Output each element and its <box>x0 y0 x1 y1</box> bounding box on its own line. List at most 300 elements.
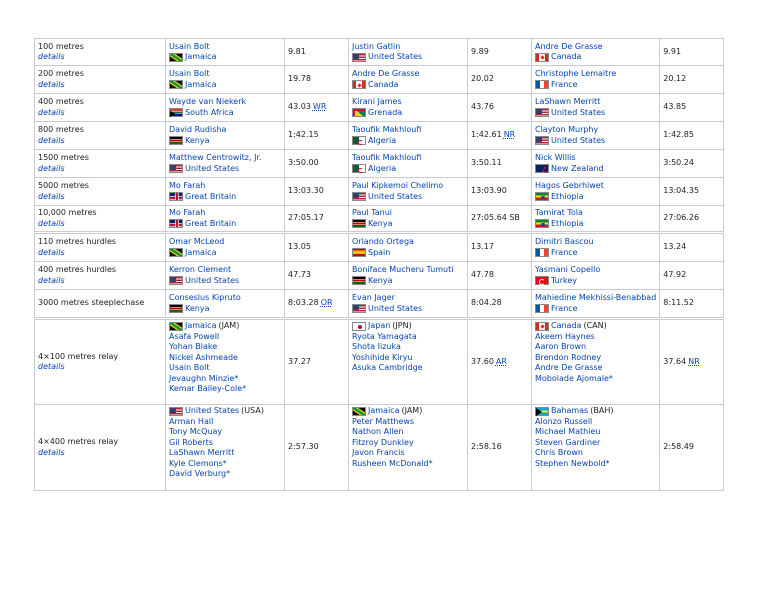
country-link[interactable]: New Zealand <box>551 163 604 173</box>
relay-member[interactable]: Akeem Haynes <box>535 331 595 341</box>
gold-athlete-cell <box>166 262 285 290</box>
turkey-flag-icon <box>535 276 549 285</box>
country-link[interactable]: Ethiopia <box>551 218 584 228</box>
athlete-name[interactable]: Dimitri Bascou <box>535 237 594 246</box>
athlete-name[interactable]: Hagos Gebrhiwet <box>535 181 604 190</box>
team-code: (BAH) <box>590 406 614 415</box>
bronze-athlete-cell <box>532 262 660 290</box>
usa-flag-icon <box>535 108 549 117</box>
ethiopia-flag-icon <box>535 192 549 201</box>
great-britain-flag-icon <box>169 192 183 201</box>
athlete-name[interactable]: Conseslus Kipruto <box>169 293 241 302</box>
usa-flag-icon <box>169 407 183 416</box>
athlete-name[interactable]: Boniface Mucheru Tumuti <box>352 265 454 274</box>
details-link[interactable]: details <box>38 447 65 457</box>
time-cell <box>468 233 532 262</box>
athlete-name[interactable]: Matthew Centrowitz, Jr. <box>169 153 262 162</box>
relay-member[interactable]: Asafa Powell <box>169 331 220 341</box>
bronze-athlete-cell <box>532 94 660 122</box>
time-cell <box>285 122 349 150</box>
athlete-name[interactable]: Paul Kipkemoi Chelimo <box>352 181 444 190</box>
relay-member[interactable]: David Verburg* <box>169 469 231 478</box>
nation <box>169 248 281 259</box>
time-cell <box>285 150 349 178</box>
details-link[interactable]: details <box>38 247 65 257</box>
details-link[interactable]: details <box>38 52 65 61</box>
country-link[interactable]: Turkey <box>551 275 578 285</box>
time-cell <box>660 290 724 319</box>
result-time: 1:42.61 <box>471 130 502 140</box>
event-cell <box>35 39 166 66</box>
nation <box>535 304 656 315</box>
team-country-link[interactable]: United States <box>185 406 240 415</box>
nation <box>535 219 656 230</box>
event-name: 200 metres <box>38 69 84 78</box>
country-link[interactable]: United States <box>185 275 240 285</box>
time-cell <box>660 405 724 491</box>
athlete-name[interactable]: Andre De Grasse <box>352 69 420 78</box>
bronze-athlete-cell <box>532 122 660 150</box>
relay-member[interactable]: Alonzo Russell <box>535 416 593 426</box>
time-cell <box>468 122 532 150</box>
relay-member[interactable]: Jevaughn Minzie* <box>169 373 239 383</box>
record-link[interactable]: NR <box>503 130 516 140</box>
athlete-name[interactable]: Kerron Clement <box>169 265 232 274</box>
event-name: 3000 metres steeplechase <box>38 298 145 308</box>
country-link[interactable]: United States <box>368 303 423 313</box>
athlete-name[interactable]: Justin Gatlin <box>352 41 401 51</box>
athlete-name[interactable]: Andre De Grasse <box>535 41 603 51</box>
time-cell <box>285 39 349 66</box>
nation <box>535 192 656 203</box>
relay-member[interactable]: Brendon Rodney <box>535 352 602 362</box>
gold-athlete-cell <box>166 178 285 206</box>
event-cell <box>35 262 166 290</box>
nation <box>352 108 464 119</box>
country-link[interactable]: United States <box>368 52 423 61</box>
team-country-link[interactable]: Jamaica <box>368 406 400 415</box>
team-country-link[interactable]: Jamaica <box>185 321 217 330</box>
relay-member[interactable]: Stephen Newbold* <box>535 458 610 468</box>
result-time: 43.85 <box>663 102 687 112</box>
relay-member[interactable]: Michael Mathieu <box>535 427 601 436</box>
usa-flag-icon <box>352 53 366 62</box>
event-cell <box>35 233 166 262</box>
nation <box>352 192 464 203</box>
result-time: 27:05.64 SB <box>471 213 520 223</box>
time-cell <box>285 290 349 319</box>
nation <box>535 108 656 119</box>
gold-athlete-cell <box>166 122 285 150</box>
time-cell <box>285 178 349 206</box>
team-nation <box>352 406 464 417</box>
athlete-name[interactable]: Kirani James <box>352 97 402 106</box>
country-link[interactable]: Grenada <box>368 107 403 117</box>
result-time: 27:06.26 <box>663 213 700 223</box>
bahamas-flag-icon <box>535 407 549 416</box>
details-link[interactable]: details <box>38 218 65 228</box>
silver-athlete-cell <box>349 206 468 233</box>
athlete-name[interactable]: Usain Bolt <box>169 69 210 78</box>
time-cell <box>468 150 532 178</box>
time-cell <box>660 233 724 262</box>
bronze-athlete-cell <box>532 290 660 319</box>
athlete-name[interactable]: Christophe Lemaitre <box>535 69 617 78</box>
event-name: 800 metres <box>38 125 84 134</box>
relay-member[interactable]: Tony McQuay <box>169 427 223 436</box>
relay-member[interactable]: Mobolade Ajomale* <box>535 373 613 383</box>
usa-flag-icon <box>169 276 183 285</box>
result-time: 13.24 <box>663 242 687 252</box>
result-time: 3:50.11 <box>471 158 502 168</box>
canada-flag-icon <box>535 53 549 62</box>
new-zealand-flag-icon <box>535 164 549 173</box>
bronze-athlete-cell <box>532 206 660 233</box>
country-link[interactable]: France <box>551 79 578 89</box>
table-row <box>35 290 724 319</box>
silver-team-cell <box>349 319 468 405</box>
nation <box>169 136 281 147</box>
result-time: 43.03 <box>288 102 311 112</box>
athlete-name[interactable]: Wayde van Niekerk <box>169 97 247 106</box>
time-cell <box>285 405 349 491</box>
details-link[interactable]: details <box>38 191 65 201</box>
table-row <box>35 262 724 290</box>
record-link[interactable]: NR <box>688 356 700 366</box>
relay-member[interactable]: Yohan Blake <box>169 342 218 351</box>
time-cell <box>660 150 724 178</box>
jamaica-flag-icon <box>169 80 183 89</box>
relay-member[interactable]: Nickel Ashmeade <box>169 352 238 362</box>
result-time: 9.81 <box>288 46 306 56</box>
bronze-team-cell <box>532 405 660 491</box>
result-time: 37.60 <box>471 356 494 366</box>
great-britain-flag-icon <box>169 219 183 228</box>
country-link[interactable]: South Africa <box>185 107 234 117</box>
silver-athlete-cell <box>349 122 468 150</box>
time-cell <box>468 290 532 319</box>
spain-flag-icon <box>352 248 366 257</box>
nation <box>169 304 281 315</box>
athlete-name[interactable]: Mo Farah <box>169 181 206 190</box>
result-time: 13:04.35 <box>663 186 700 196</box>
athlete-name[interactable]: Mahiedine Mekhissi-Benabbad <box>535 293 657 302</box>
table-row <box>35 66 724 94</box>
nation <box>535 52 656 63</box>
athlete-name[interactable]: Taoufik Makhloufi <box>352 153 422 162</box>
gold-athlete-cell <box>166 290 285 319</box>
silver-team-cell <box>349 405 468 491</box>
country-link[interactable]: France <box>551 247 578 257</box>
nation <box>169 108 281 119</box>
table-row <box>35 178 724 206</box>
result-time: 9.89 <box>471 46 489 56</box>
athlete-name[interactable]: Nick Willis <box>535 153 576 162</box>
country-link[interactable]: United States <box>551 107 606 117</box>
jamaica-flag-icon <box>169 322 183 331</box>
silver-athlete-cell <box>349 150 468 178</box>
athlete-name[interactable]: Taoufik Makhloufi <box>352 125 422 134</box>
team-nation <box>535 321 656 332</box>
time-cell <box>660 319 724 405</box>
relay-member[interactable]: Aaron Brown <box>535 342 587 351</box>
usa-flag-icon <box>535 136 549 145</box>
jamaica-flag-icon <box>169 53 183 62</box>
relay-member[interactable]: Asuka Cambridge <box>352 363 423 372</box>
table-row <box>35 150 724 178</box>
relay-member[interactable]: Kyle Clemons* <box>169 458 227 468</box>
country-link[interactable]: Jamaica <box>185 52 217 61</box>
table-row <box>35 39 724 66</box>
country-link[interactable]: Kenya <box>185 135 210 145</box>
kenya-flag-icon <box>352 276 366 285</box>
event-name: 400 metres hurdles <box>38 265 117 274</box>
record-link[interactable]: WR <box>312 102 327 112</box>
time-cell <box>285 66 349 94</box>
team-country-link[interactable]: Japan <box>368 321 391 330</box>
relay-member[interactable]: Gil Roberts <box>169 437 213 447</box>
event-name: 1500 metres <box>38 153 89 162</box>
time-cell <box>660 178 724 206</box>
event-cell <box>35 405 166 491</box>
relay-member[interactable]: Javon Francis <box>352 448 405 457</box>
athlete-name[interactable]: Orlando Ortega <box>352 237 414 246</box>
time-cell <box>468 206 532 233</box>
gold-athlete-cell <box>166 39 285 66</box>
event-cell <box>35 319 166 405</box>
country-link[interactable]: Kenya <box>368 218 393 228</box>
relay-member[interactable]: Yoshihide Kiryu <box>352 352 413 362</box>
athlete-name[interactable]: Evan Jager <box>352 293 395 302</box>
result-time: 47.78 <box>471 270 494 280</box>
gold-athlete-cell <box>166 150 285 178</box>
time-cell <box>285 262 349 290</box>
relay-member[interactable]: Fitzroy Dunkley <box>352 437 414 447</box>
relay-row <box>35 405 724 491</box>
country-link[interactable]: Kenya <box>368 275 393 285</box>
country-link[interactable]: Canada <box>368 79 399 89</box>
details-link[interactable]: details <box>38 275 65 285</box>
country-link[interactable]: United States <box>185 163 240 173</box>
table-row <box>35 206 724 233</box>
result-time: 19.78 <box>288 74 311 84</box>
team-nation <box>169 321 281 332</box>
nation <box>352 136 464 147</box>
relay-member[interactable]: Arman Hall <box>169 416 214 426</box>
time-cell <box>468 66 532 94</box>
event-cell <box>35 66 166 94</box>
team-code: (USA) <box>241 406 264 415</box>
result-time: 47.73 <box>288 270 311 280</box>
event-cell <box>35 150 166 178</box>
result-time: 2:58.16 <box>471 442 502 452</box>
athlete-name[interactable]: Yasmani Copello <box>535 265 601 274</box>
country-link[interactable]: Jamaica <box>185 247 217 257</box>
bronze-athlete-cell <box>532 233 660 262</box>
gold-athlete-cell <box>166 233 285 262</box>
grenada-flag-icon <box>352 108 366 117</box>
event-cell <box>35 290 166 319</box>
silver-athlete-cell <box>349 262 468 290</box>
team-country-link[interactable]: Bahamas <box>551 406 589 415</box>
nation <box>352 219 464 230</box>
athlete-name[interactable]: Usain Bolt <box>169 41 210 51</box>
record-link[interactable]: AR <box>495 356 507 366</box>
jamaica-flag-icon <box>352 407 366 416</box>
silver-athlete-cell <box>349 94 468 122</box>
relay-member[interactable]: Kemar Bailey-Cole* <box>169 384 247 393</box>
event-name: 5000 metres <box>38 181 89 190</box>
country-link[interactable]: Spain <box>368 247 391 257</box>
time-cell <box>660 66 724 94</box>
team-code: (JAM) <box>401 406 423 415</box>
canada-flag-icon <box>352 80 366 89</box>
result-time: 20.12 <box>663 74 687 84</box>
relay-member[interactable]: Usain Bolt <box>169 363 210 372</box>
athlete-name[interactable]: Mo Farah <box>169 208 206 217</box>
relay-member[interactable]: Rusheen McDonald* <box>352 458 433 468</box>
team-nation <box>352 321 464 332</box>
country-link[interactable]: France <box>551 303 578 313</box>
time-cell <box>285 206 349 233</box>
event-name: 400 metres <box>38 97 84 106</box>
result-time: 20.02 <box>471 74 494 84</box>
time-cell <box>468 39 532 66</box>
country-link[interactable]: Jamaica <box>185 79 217 89</box>
relay-member[interactable]: Ryota Yamagata <box>352 331 417 341</box>
kenya-flag-icon <box>352 219 366 228</box>
gold-athlete-cell <box>166 94 285 122</box>
france-flag-icon <box>535 304 549 313</box>
nation <box>352 80 464 91</box>
ethiopia-flag-icon <box>535 219 549 228</box>
time-cell <box>660 94 724 122</box>
nation <box>352 276 464 287</box>
event-cell <box>35 178 166 206</box>
result-time: 2:58.49 <box>663 442 694 452</box>
south-africa-flag-icon <box>169 108 183 117</box>
nation <box>352 304 464 315</box>
time-cell <box>285 233 349 262</box>
nation <box>535 248 656 259</box>
gold-athlete-cell <box>166 66 285 94</box>
athlete-name[interactable]: Tamirat Tola <box>535 208 583 217</box>
gold-team-cell <box>166 405 285 491</box>
time-cell <box>660 122 724 150</box>
relay-member[interactable]: Andre De Grasse <box>535 363 603 372</box>
country-link[interactable]: United States <box>368 191 423 201</box>
table-row <box>35 94 724 122</box>
athlete-name[interactable]: Omar McLeod <box>169 237 225 246</box>
team-nation <box>535 406 656 417</box>
athlete-name[interactable]: LaShawn Merritt <box>535 97 601 106</box>
gold-athlete-cell <box>166 206 285 233</box>
country-link[interactable]: Great Britain <box>185 191 237 201</box>
athlete-name[interactable]: Clayton Murphy <box>535 125 599 134</box>
relay-member[interactable]: Peter Matthews <box>352 416 415 426</box>
time-cell <box>468 178 532 206</box>
record-link[interactable]: OR <box>320 298 333 308</box>
canada-flag-icon <box>535 322 549 331</box>
result-time: 9.91 <box>663 46 682 56</box>
jamaica-flag-icon <box>169 248 183 257</box>
details-link[interactable]: details <box>38 163 65 173</box>
details-link[interactable]: details <box>38 79 65 89</box>
silver-athlete-cell <box>349 66 468 94</box>
time-cell <box>660 206 724 233</box>
nation <box>169 219 281 230</box>
relay-member[interactable]: Chris Brown <box>535 448 583 457</box>
country-link[interactable]: United States <box>551 135 606 145</box>
nation <box>169 80 281 91</box>
details-link[interactable]: details <box>38 135 65 145</box>
bronze-athlete-cell <box>532 39 660 66</box>
country-link[interactable]: Canada <box>551 52 582 61</box>
nation <box>169 192 281 203</box>
gold-team-cell <box>166 319 285 405</box>
kenya-flag-icon <box>169 304 183 313</box>
event-cell <box>35 122 166 150</box>
bronze-athlete-cell <box>532 150 660 178</box>
athlete-name[interactable]: Paul Tanui <box>352 208 393 217</box>
silver-athlete-cell <box>349 233 468 262</box>
kenya-flag-icon <box>169 136 183 145</box>
country-link[interactable]: Algeria <box>368 135 397 145</box>
time-cell <box>660 39 724 66</box>
details-link[interactable]: details <box>38 362 65 371</box>
country-link[interactable]: Algeria <box>368 163 397 173</box>
nation <box>169 276 281 287</box>
time-cell <box>468 262 532 290</box>
relay-member[interactable]: Steven Gardiner <box>535 437 601 447</box>
nation <box>535 136 656 147</box>
details-link[interactable]: details <box>38 107 65 117</box>
result-time: 8:11.52 <box>663 298 694 308</box>
relay-member[interactable]: LaShawn Merritt <box>169 448 235 457</box>
result-time: 37.27 <box>288 356 311 366</box>
usa-flag-icon <box>169 164 183 173</box>
table-row <box>35 122 724 150</box>
country-link[interactable]: Ethiopia <box>551 191 584 201</box>
nation <box>535 164 656 175</box>
time-cell <box>468 94 532 122</box>
silver-athlete-cell <box>349 290 468 319</box>
athlete-name[interactable]: David Rudisha <box>169 125 227 134</box>
team-country-link[interactable]: Canada <box>551 321 582 330</box>
silver-athlete-cell <box>349 39 468 66</box>
result-time: 1:42.15 <box>288 130 319 140</box>
team-nation <box>169 406 281 417</box>
event-cell <box>35 94 166 122</box>
team-code: (CAN) <box>583 321 607 330</box>
algeria-flag-icon <box>352 136 366 145</box>
result-time: 43.76 <box>471 102 494 112</box>
event-name: 4×400 metres relay <box>38 437 119 446</box>
result-time: 27:05.17 <box>288 213 324 223</box>
relay-member[interactable]: Shota Iizuka <box>352 342 401 351</box>
team-code: (JPN) <box>392 321 412 330</box>
nation <box>535 80 656 91</box>
algeria-flag-icon <box>352 164 366 173</box>
country-link[interactable]: Great Britain <box>185 218 237 228</box>
result-time: 8:03.28 <box>288 298 319 308</box>
result-time: 8:04.28 <box>471 298 502 308</box>
country-link[interactable]: Kenya <box>185 303 210 313</box>
relay-row <box>35 319 724 405</box>
results-sheet <box>34 38 724 491</box>
relay-member[interactable]: Nathon Allen <box>352 427 404 436</box>
result-time: 1:42.85 <box>663 130 694 140</box>
